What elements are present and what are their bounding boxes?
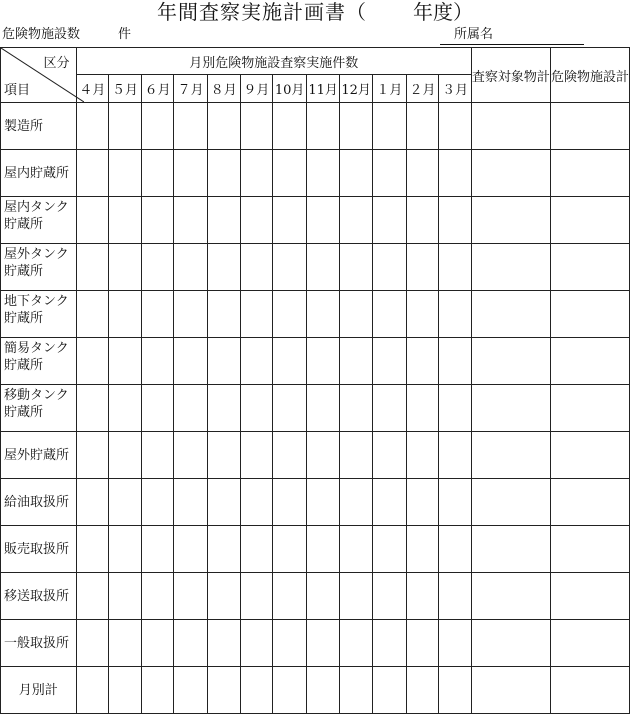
form-meta-line <box>0 26 630 44</box>
inspection-plan-table <box>0 47 630 714</box>
month-count-cell[interactable] <box>141 620 174 667</box>
month-count-cell[interactable] <box>109 291 142 338</box>
month-count-cell[interactable] <box>307 620 340 667</box>
month-count-cell[interactable] <box>207 620 240 667</box>
month-count-cell[interactable] <box>76 291 109 338</box>
month-count-cell[interactable] <box>273 526 307 573</box>
total-cell[interactable] <box>550 526 629 573</box>
month-count-cell[interactable] <box>109 620 142 667</box>
month-count-cell[interactable] <box>340 479 373 526</box>
total-cell[interactable] <box>550 385 629 432</box>
month-count-cell[interactable] <box>273 479 307 526</box>
month-count-cell[interactable] <box>273 667 307 714</box>
category-label: 区分 <box>43 56 70 71</box>
month-count-cell[interactable] <box>406 620 439 667</box>
month-count-cell[interactable] <box>141 291 174 338</box>
row-label-line1: 製造所 <box>4 118 44 134</box>
month-count-cell[interactable] <box>373 385 407 432</box>
facility-count-label: 危険物施設数 <box>2 27 81 42</box>
month-count-cell[interactable] <box>406 479 439 526</box>
month-count-cell[interactable] <box>273 103 307 150</box>
month-count-cell[interactable] <box>307 150 340 197</box>
month-count-cell[interactable] <box>174 620 208 667</box>
month-count-cell[interactable] <box>273 244 307 291</box>
month-count-cell[interactable] <box>109 432 142 479</box>
month-count-cell[interactable] <box>207 103 240 150</box>
month-header: ３月 <box>439 75 472 103</box>
month-count-cell[interactable] <box>340 385 373 432</box>
month-count-cell[interactable] <box>439 103 472 150</box>
month-count-cell[interactable] <box>207 385 240 432</box>
month-count-cell[interactable] <box>273 385 307 432</box>
row-label-line1: 移送取扱所 <box>4 588 70 604</box>
month-count-cell[interactable] <box>439 620 472 667</box>
table-row <box>1 526 630 573</box>
table-row <box>1 103 630 150</box>
month-count-cell[interactable] <box>340 573 373 620</box>
month-count-cell[interactable] <box>109 103 142 150</box>
month-count-cell[interactable] <box>240 432 273 479</box>
total-cell[interactable] <box>550 150 629 197</box>
month-count-cell[interactable] <box>174 103 208 150</box>
form-title <box>0 0 630 24</box>
month-count-cell[interactable] <box>307 526 340 573</box>
table-row <box>1 479 630 526</box>
month-count-cell[interactable] <box>240 338 273 385</box>
month-count-cell[interactable] <box>76 338 109 385</box>
month-count-cell[interactable] <box>174 244 208 291</box>
month-count-cell[interactable] <box>109 667 142 714</box>
month-count-cell[interactable] <box>307 385 340 432</box>
month-count-cell[interactable] <box>141 338 174 385</box>
month-count-cell[interactable] <box>207 291 240 338</box>
month-count-cell[interactable] <box>406 244 439 291</box>
month-count-cell[interactable] <box>373 291 407 338</box>
inspection-target-total-header: 査察対象物計 <box>471 48 550 103</box>
month-count-cell[interactable] <box>174 291 208 338</box>
month-count-cell[interactable] <box>406 197 439 244</box>
total-cell[interactable] <box>471 150 550 197</box>
month-count-cell[interactable] <box>240 197 273 244</box>
month-count-cell[interactable] <box>76 479 109 526</box>
month-count-cell[interactable] <box>439 432 472 479</box>
month-count-cell[interactable] <box>340 620 373 667</box>
month-count-cell[interactable] <box>174 150 208 197</box>
month-count-cell[interactable] <box>373 479 407 526</box>
month-count-cell[interactable] <box>406 573 439 620</box>
month-count-cell[interactable] <box>240 479 273 526</box>
month-count-cell[interactable] <box>141 385 174 432</box>
row-label <box>1 573 77 620</box>
month-count-cell[interactable] <box>76 573 109 620</box>
row-label <box>1 432 77 479</box>
month-count-cell[interactable] <box>240 244 273 291</box>
month-count-cell[interactable] <box>141 150 174 197</box>
table-row <box>1 385 630 432</box>
month-count-cell[interactable] <box>174 432 208 479</box>
item-label: 項目 <box>4 83 31 98</box>
row-label <box>1 385 77 432</box>
table-row <box>1 338 630 385</box>
month-header: ２月 <box>406 75 439 103</box>
total-cell[interactable] <box>550 244 629 291</box>
month-count-cell[interactable] <box>373 573 407 620</box>
month-count-cell[interactable] <box>207 573 240 620</box>
month-count-cell[interactable] <box>207 197 240 244</box>
month-count-cell[interactable] <box>273 338 307 385</box>
month-count-cell[interactable] <box>340 291 373 338</box>
diagonal-header-cell <box>1 48 77 103</box>
month-count-cell[interactable] <box>373 620 407 667</box>
row-label-line1: 一般取扱所 <box>4 635 70 651</box>
month-count-cell[interactable] <box>406 338 439 385</box>
month-count-cell[interactable] <box>373 197 407 244</box>
month-count-cell[interactable] <box>109 573 142 620</box>
total-cell[interactable] <box>471 479 550 526</box>
month-count-cell[interactable] <box>373 150 407 197</box>
table-row <box>1 244 630 291</box>
month-count-cell[interactable] <box>373 338 407 385</box>
month-count-cell[interactable] <box>240 150 273 197</box>
month-count-cell[interactable] <box>109 338 142 385</box>
month-count-cell[interactable] <box>373 526 407 573</box>
total-cell[interactable] <box>471 432 550 479</box>
row-label-line1: 屋外タンク <box>4 247 69 262</box>
total-cell[interactable] <box>550 291 629 338</box>
month-count-cell[interactable] <box>307 244 340 291</box>
month-count-cell[interactable] <box>439 667 472 714</box>
total-cell[interactable] <box>550 103 629 150</box>
month-count-cell[interactable] <box>340 150 373 197</box>
monthly-count-header: 月別危険物施設査察実施件数 <box>76 48 471 75</box>
row-label-line1: 屋内貯蔵所 <box>4 165 70 181</box>
month-count-cell[interactable] <box>439 338 472 385</box>
month-count-cell[interactable] <box>174 338 208 385</box>
row-label-line1: 屋内タンク <box>4 200 69 215</box>
month-count-cell[interactable] <box>240 667 273 714</box>
total-cell[interactable] <box>471 197 550 244</box>
month-header: ８月 <box>207 75 240 103</box>
month-header: 12月 <box>340 75 373 103</box>
month-count-cell[interactable] <box>141 244 174 291</box>
month-count-cell[interactable] <box>439 573 472 620</box>
month-count-cell[interactable] <box>109 385 142 432</box>
month-count-cell[interactable] <box>373 432 407 479</box>
month-count-cell[interactable] <box>406 150 439 197</box>
total-cell[interactable] <box>471 573 550 620</box>
month-count-cell[interactable] <box>439 197 472 244</box>
month-count-cell[interactable] <box>174 479 208 526</box>
month-header: ４月 <box>76 75 109 103</box>
row-label <box>1 667 77 714</box>
total-cell[interactable] <box>550 479 629 526</box>
row-label-line1: 給油取扱所 <box>4 494 70 510</box>
month-count-cell[interactable] <box>340 667 373 714</box>
total-cell[interactable] <box>471 338 550 385</box>
month-header: １月 <box>373 75 407 103</box>
month-count-cell[interactable] <box>307 197 340 244</box>
month-count-cell[interactable] <box>76 385 109 432</box>
month-count-cell[interactable] <box>340 103 373 150</box>
month-count-cell[interactable] <box>174 197 208 244</box>
month-count-cell[interactable] <box>207 526 240 573</box>
month-count-cell[interactable] <box>307 103 340 150</box>
month-count-cell[interactable] <box>307 479 340 526</box>
month-count-cell[interactable] <box>340 244 373 291</box>
month-count-cell[interactable] <box>240 620 273 667</box>
month-count-cell[interactable] <box>174 526 208 573</box>
month-count-cell[interactable] <box>307 432 340 479</box>
month-count-cell[interactable] <box>373 667 407 714</box>
month-count-cell[interactable] <box>273 197 307 244</box>
row-label <box>1 197 77 244</box>
row-label-line1: 月別計 <box>18 682 58 698</box>
total-cell[interactable] <box>550 432 629 479</box>
total-cell[interactable] <box>550 667 629 714</box>
row-label <box>1 291 77 338</box>
month-count-cell[interactable] <box>273 620 307 667</box>
total-cell[interactable] <box>471 291 550 338</box>
month-count-cell[interactable] <box>109 197 142 244</box>
table-row <box>1 620 630 667</box>
month-count-cell[interactable] <box>439 150 472 197</box>
row-label <box>1 103 77 150</box>
row-label <box>1 244 77 291</box>
month-count-cell[interactable] <box>406 667 439 714</box>
month-count-cell[interactable] <box>307 338 340 385</box>
table-row <box>1 573 630 620</box>
month-count-cell[interactable] <box>76 150 109 197</box>
month-count-cell[interactable] <box>207 479 240 526</box>
month-count-cell[interactable] <box>240 385 273 432</box>
month-count-cell[interactable] <box>340 526 373 573</box>
row-label-line1: 地下タンク <box>4 294 69 309</box>
table-row <box>1 197 630 244</box>
count-unit: 件 <box>118 27 132 42</box>
row-label <box>1 338 77 385</box>
month-count-cell[interactable] <box>406 385 439 432</box>
month-count-cell[interactable] <box>439 526 472 573</box>
month-count-cell[interactable] <box>240 103 273 150</box>
month-count-cell[interactable] <box>340 338 373 385</box>
month-count-cell[interactable] <box>141 526 174 573</box>
month-count-cell[interactable] <box>406 291 439 338</box>
month-count-cell[interactable] <box>373 103 407 150</box>
table-row <box>1 150 630 197</box>
month-count-cell[interactable] <box>307 291 340 338</box>
month-count-cell[interactable] <box>406 103 439 150</box>
total-cell[interactable] <box>550 338 629 385</box>
month-count-cell[interactable] <box>76 667 109 714</box>
row-label-line2: 貯蔵所 <box>4 358 44 373</box>
month-count-cell[interactable] <box>406 432 439 479</box>
total-cell[interactable] <box>471 385 550 432</box>
month-count-cell[interactable] <box>174 573 208 620</box>
month-count-cell[interactable] <box>307 573 340 620</box>
month-count-cell[interactable] <box>141 103 174 150</box>
month-count-cell[interactable] <box>273 291 307 338</box>
month-count-cell[interactable] <box>406 526 439 573</box>
total-cell[interactable] <box>550 573 629 620</box>
month-count-cell[interactable] <box>240 291 273 338</box>
month-count-cell[interactable] <box>141 573 174 620</box>
row-label-line1: 屋外貯蔵所 <box>4 447 70 463</box>
month-count-cell[interactable] <box>207 150 240 197</box>
month-header: 10月 <box>273 75 307 103</box>
table-row <box>1 667 630 714</box>
month-header: ７月 <box>174 75 208 103</box>
table-row <box>1 432 630 479</box>
month-count-cell[interactable] <box>273 432 307 479</box>
month-count-cell[interactable] <box>340 432 373 479</box>
total-cell[interactable] <box>550 620 629 667</box>
title-prefix: 年間査察実施計画書（ <box>157 0 367 24</box>
month-count-cell[interactable] <box>240 573 273 620</box>
total-cell[interactable] <box>471 526 550 573</box>
total-cell[interactable] <box>550 197 629 244</box>
month-count-cell[interactable] <box>109 244 142 291</box>
row-label-line2: 貯蔵所 <box>4 405 44 420</box>
month-count-cell[interactable] <box>240 526 273 573</box>
month-count-cell[interactable] <box>76 103 109 150</box>
month-count-cell[interactable] <box>340 197 373 244</box>
office-label: 所属名 <box>454 27 494 42</box>
month-count-cell[interactable] <box>207 432 240 479</box>
month-header: ６月 <box>141 75 174 103</box>
total-cell[interactable] <box>471 244 550 291</box>
row-label-line1: 簡易タンク <box>4 341 69 356</box>
total-cell[interactable] <box>471 103 550 150</box>
month-count-cell[interactable] <box>76 197 109 244</box>
month-count-cell[interactable] <box>174 667 208 714</box>
row-label <box>1 526 77 573</box>
month-count-cell[interactable] <box>76 526 109 573</box>
month-count-cell[interactable] <box>273 573 307 620</box>
row-label-line1: 移動タンク <box>4 388 69 403</box>
month-header: ５月 <box>109 75 142 103</box>
month-count-cell[interactable] <box>109 150 142 197</box>
table-row <box>1 291 630 338</box>
row-label <box>1 479 77 526</box>
month-count-cell[interactable] <box>141 667 174 714</box>
month-count-cell[interactable] <box>76 432 109 479</box>
office-name-field[interactable] <box>440 26 584 45</box>
month-header: ９月 <box>240 75 273 103</box>
month-count-cell[interactable] <box>141 479 174 526</box>
month-count-cell[interactable] <box>439 291 472 338</box>
title-suffix: 年度） <box>413 0 473 24</box>
month-count-cell[interactable] <box>174 385 208 432</box>
month-count-cell[interactable] <box>307 667 340 714</box>
row-label <box>1 150 77 197</box>
month-count-cell[interactable] <box>439 385 472 432</box>
row-label-line2: 貯蔵所 <box>4 217 44 232</box>
total-cell[interactable] <box>471 667 550 714</box>
month-count-cell[interactable] <box>439 244 472 291</box>
month-count-cell[interactable] <box>273 150 307 197</box>
month-header: 11月 <box>307 75 340 103</box>
month-count-cell[interactable] <box>109 526 142 573</box>
table-body <box>1 103 630 714</box>
month-count-cell[interactable] <box>109 479 142 526</box>
month-count-cell[interactable] <box>439 479 472 526</box>
row-label-line2: 貯蔵所 <box>4 264 44 279</box>
month-count-cell[interactable] <box>76 620 109 667</box>
hazmat-facility-total-header: 危険物施設計 <box>550 48 629 103</box>
month-count-cell[interactable] <box>141 432 174 479</box>
row-label-line1: 販売取扱所 <box>4 541 70 557</box>
month-count-cell[interactable] <box>141 197 174 244</box>
total-cell[interactable] <box>471 620 550 667</box>
month-count-cell[interactable] <box>373 244 407 291</box>
month-count-cell[interactable] <box>207 338 240 385</box>
month-count-cell[interactable] <box>76 244 109 291</box>
row-label-line2: 貯蔵所 <box>4 311 44 326</box>
month-count-cell[interactable] <box>207 667 240 714</box>
row-label <box>1 620 77 667</box>
month-count-cell[interactable] <box>207 244 240 291</box>
